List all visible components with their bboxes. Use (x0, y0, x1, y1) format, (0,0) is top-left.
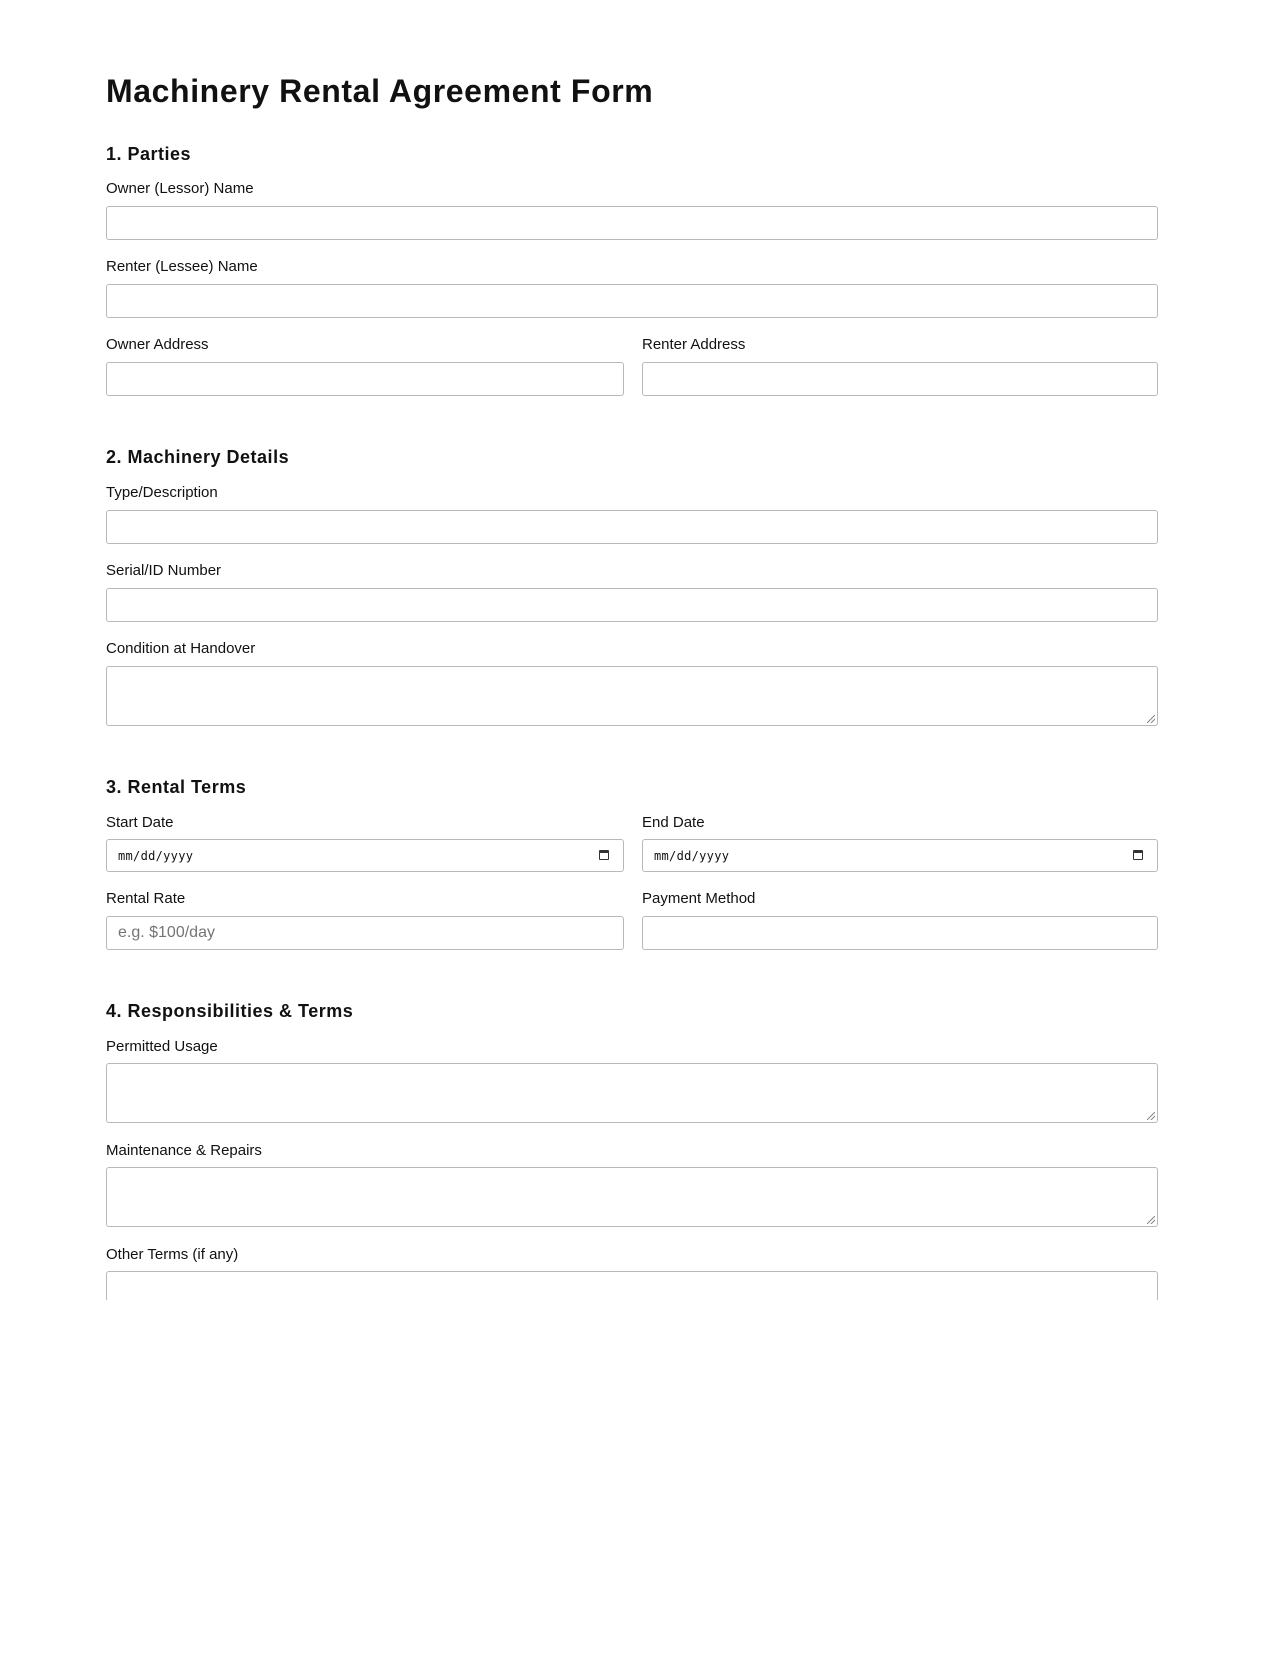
rental-rate-input[interactable] (107, 917, 623, 949)
type-description-input[interactable] (107, 511, 1157, 543)
owner-name-label: Owner (Lessor) Name (106, 180, 254, 197)
page-title: Machinery Rental Agreement Form (106, 73, 654, 109)
renter-address-field[interactable] (642, 362, 1158, 396)
owner-address-input[interactable] (107, 363, 623, 395)
start-date-placeholder[interactable]: mm/dd/yyyy (118, 849, 194, 863)
resize-handle-icon[interactable] (1147, 1112, 1155, 1120)
section-heading-responsibilities: 4. Responsibilities & Terms (106, 1001, 354, 1021)
calendar-icon[interactable] (1133, 850, 1143, 860)
payment-method-label: Payment Method (642, 890, 756, 907)
type-description-label: Type/Description (106, 484, 218, 501)
other-terms-label: Other Terms (if any) (106, 1246, 239, 1263)
section-heading-parties: 1. Parties (106, 144, 192, 164)
renter-name-field[interactable] (106, 284, 1158, 318)
payment-method-field[interactable] (642, 916, 1158, 950)
permitted-usage-textarea[interactable] (106, 1063, 1158, 1123)
serial-number-input[interactable] (107, 589, 1157, 621)
owner-address-label: Owner Address (106, 336, 209, 353)
type-description-field[interactable] (106, 510, 1158, 544)
owner-name-input[interactable] (107, 207, 1157, 239)
serial-number-label: Serial/ID Number (106, 562, 222, 579)
permitted-usage-label: Permitted Usage (106, 1038, 218, 1055)
section-heading-machinery: 2. Machinery Details (106, 447, 290, 467)
renter-name-input[interactable] (107, 285, 1157, 317)
end-date-input[interactable] (642, 839, 1158, 872)
serial-number-field[interactable] (106, 588, 1158, 622)
maintenance-label: Maintenance & Repairs (106, 1142, 262, 1159)
condition-textarea[interactable] (106, 666, 1158, 726)
section-heading-rental-terms: 3. Rental Terms (106, 777, 247, 797)
end-date-label: End Date (642, 814, 705, 831)
rental-rate-label: Rental Rate (106, 890, 186, 907)
payment-method-input[interactable] (643, 917, 1157, 949)
renter-name-label: Renter (Lessee) Name (106, 258, 258, 275)
other-terms-textarea[interactable] (106, 1271, 1158, 1300)
start-date-label: Start Date (106, 814, 174, 831)
resize-handle-icon[interactable] (1147, 1216, 1155, 1224)
owner-address-field[interactable] (106, 362, 624, 396)
start-date-input[interactable] (106, 839, 624, 872)
renter-address-label: Renter Address (642, 336, 746, 353)
maintenance-textarea[interactable] (106, 1167, 1158, 1227)
resize-handle-icon[interactable] (1147, 715, 1155, 723)
owner-name-field[interactable] (106, 206, 1158, 240)
end-date-placeholder[interactable]: mm/dd/yyyy (654, 849, 730, 863)
condition-label: Condition at Handover (106, 640, 256, 657)
rental-rate-field[interactable] (106, 916, 624, 950)
renter-address-input[interactable] (643, 363, 1157, 395)
calendar-icon[interactable] (599, 850, 609, 860)
